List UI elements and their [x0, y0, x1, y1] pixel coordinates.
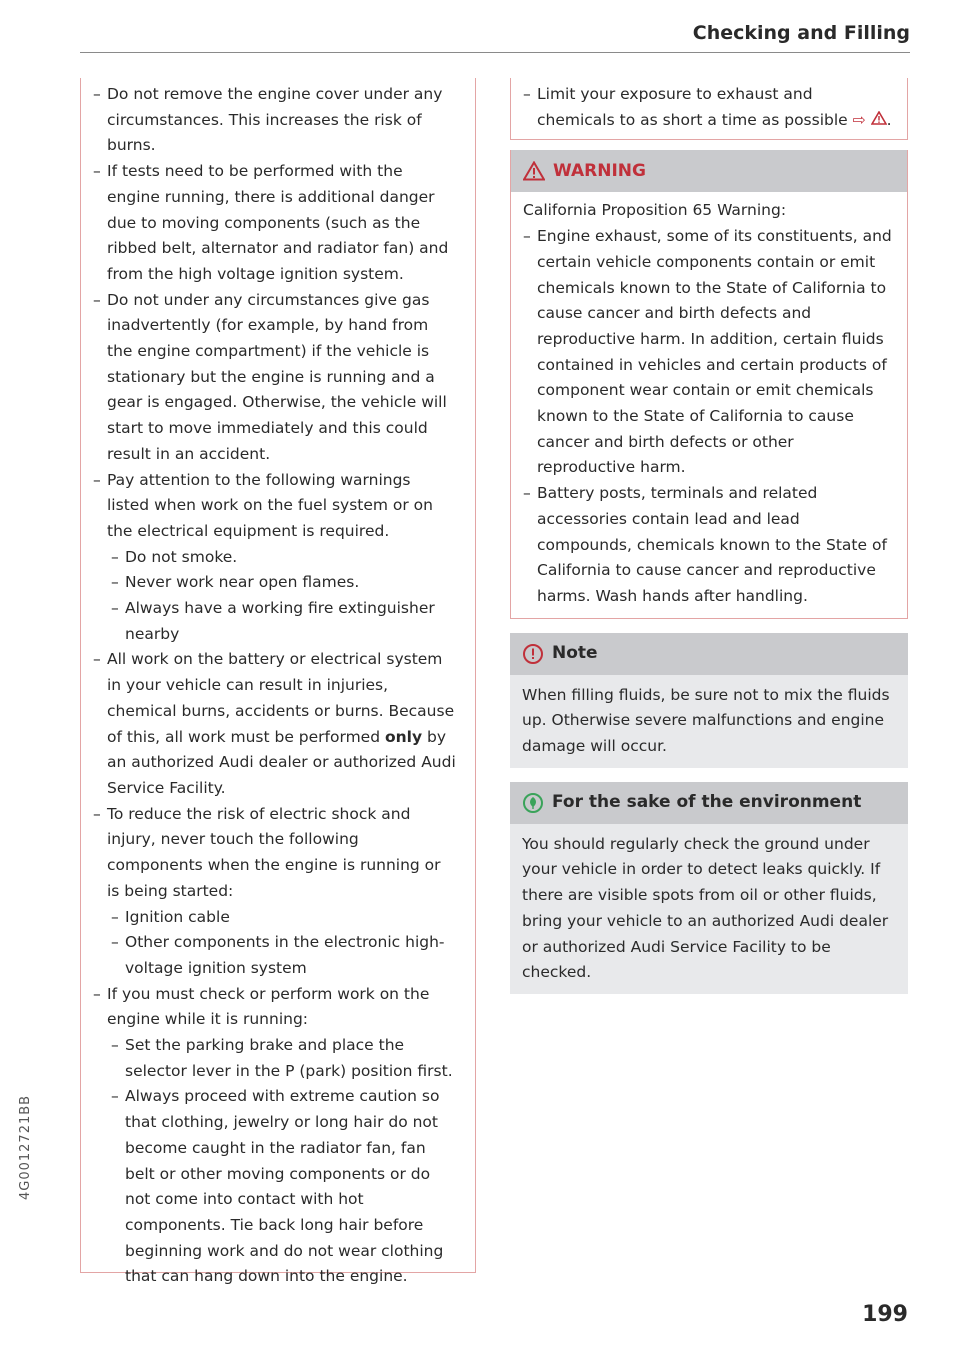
warning-list: [523, 224, 893, 610]
environment-leaf-icon: [522, 792, 544, 814]
list-item: – Pay attention to the following warnings listed when work on the fuel system or on the electrical equipment is required.: [93, 468, 457, 545]
document-code: 4G0012721BB: [18, 1094, 33, 1200]
environment-header: [510, 782, 908, 824]
warning-list: [93, 82, 457, 1290]
warning-title: WARNING: [553, 160, 646, 181]
sub-list-item: – Other components in the electronic high-voltage ignition system: [93, 930, 457, 981]
warning-triangle-icon: [523, 161, 545, 181]
environment-box: [510, 782, 908, 994]
environment-title: For the sake of the environment: [552, 791, 862, 812]
warning-box: [510, 150, 908, 618]
sub-list-item: – Always have a working fire extinguisher nearby: [93, 596, 457, 647]
warning-continuation-box: [80, 78, 476, 1286]
environment-text: You should regularly check the ground under your vehicle in order to detect leaks quickly. If there are visible spots from oil or other fluids, bring your vehicle to an authorized Audi dealer or authorized Audi Service Facility to be checked.: [522, 834, 889, 982]
warning-body: [511, 192, 907, 609]
sub-list-item: – Always proceed with extreme caution so that clothing, jewelry or long hair do not become caught in the radiator fan, fan belt or other moving components or do not come into contact with hot components. Tie back long hair before beginning work and do not wear clothing that can hang down into the engine.: [93, 1084, 457, 1290]
warning-header: [511, 150, 907, 192]
list-item: – Do not remove the engine cover under any circumstances. This increases the risk of burns.: [93, 82, 457, 159]
note-exclamation-icon: [522, 643, 544, 665]
warning-intro: California Proposition 65 Warning:: [523, 201, 787, 220]
warning-list: [523, 82, 893, 133]
page-number: 199: [862, 1302, 908, 1327]
list-item: – Do not under any circumstances give gas inadvertently (for example, by hand from the engine compartment) if the vehicle is stationary but the engine is running and a gear is engaged. Otherwise, the vehicle will start to move immediately and this could result in an accident.: [93, 288, 457, 468]
text-run: Limit your exposure to exhaust and chemicals to as short a time as possible: [537, 85, 848, 129]
sub-list-item: – Set the parking brake and place the selector lever in the P (park) position first.: [93, 1033, 457, 1084]
note-text: When filling fluids, be sure not to mix the fluids up. Otherwise severe malfunctions and engine damage will occur.: [522, 685, 890, 756]
warning-triangle-icon[interactable]: [871, 111, 887, 125]
list-item: – Battery posts, terminals and related accessories contain lead and lead compounds, chemicals known to the State of California to cause cancer and reproductive harms. Wash hands after handling.: [523, 481, 893, 610]
note-box: [510, 633, 908, 768]
sub-list-item: – Never work near open flames.: [93, 570, 457, 596]
warning-continuation-top: [510, 78, 908, 140]
environment-body: [510, 824, 908, 986]
note-body: [510, 675, 908, 760]
section-title: Checking and Filling: [692, 22, 910, 44]
text-run: All work on the battery or electrical system in your vehicle can result in injuries, chemical burns, accidents or burns. Because of this, all work must be performed: [107, 650, 455, 746]
text-run: by an authorized Audi dealer or authorized Audi Service Facility.: [107, 727, 456, 797]
note-title: Note: [552, 642, 598, 663]
text-run: .: [886, 110, 892, 129]
list-item: – If tests need to be performed with the engine running, there is additional danger due to moving components (such as the ribbed belt, alternator and radiator fan) and from the high voltage ignition system.: [93, 159, 457, 288]
list-item: [93, 647, 457, 801]
emphasis-text: only: [384, 727, 423, 746]
sub-list-item: – Ignition cable: [93, 905, 457, 931]
cross-ref-arrow[interactable]: ⇨: [852, 110, 866, 129]
list-item: – Engine exhaust, some of its constituents, and certain vehicle components contain or emit chemicals known to the State of California to cause cancer and birth defects and reproductive harm. In addition, certain fluids contained in vehicles and certain products of component wear contain or emit chemicals known to the State of California to cause cancer and birth defects or other reproductive harm.: [523, 224, 893, 481]
header-rule: [80, 52, 910, 53]
sub-list-item: – Do not smoke.: [93, 545, 457, 571]
list-item: – If you must check or perform work on the engine while it is running:: [93, 982, 457, 1033]
right-column: [510, 78, 908, 994]
note-header: [510, 633, 908, 675]
list-item: [523, 82, 893, 133]
list-item: – To reduce the risk of electric shock and injury, never touch the following components when the engine is running or is being started:: [93, 802, 457, 905]
